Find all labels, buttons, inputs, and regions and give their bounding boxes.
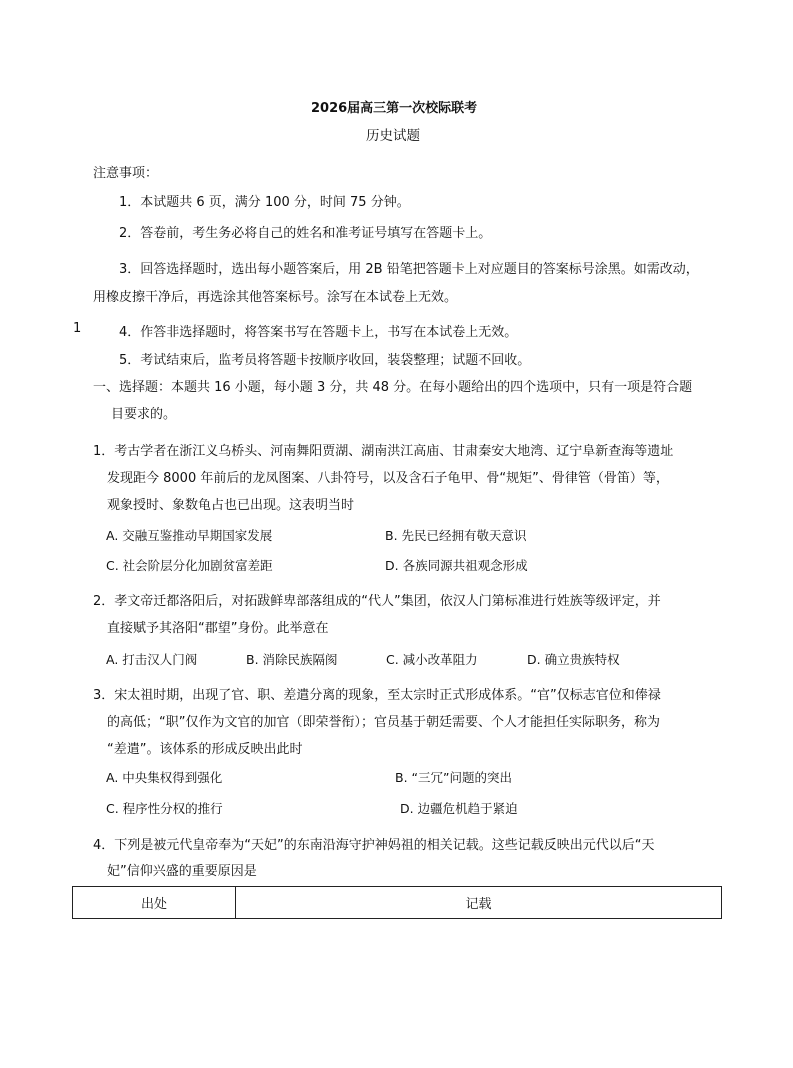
section-heading-line-1: 一、选择题：本题共 16 小题，每小题 3 分，共 48 分。在每小题给出的四个选项中，只有一项是符合题 [93, 380, 693, 395]
notice-item-2: 2．答卷前，考生务必将自己的姓名和准考证号填写在答题卡上。 [119, 226, 492, 241]
question-1-option-c: C. 社会阶层分化加剧贫富差距 [106, 558, 273, 573]
question-1-option-b: B. 先民已经拥有敬天意识 [385, 528, 527, 543]
question-1-line-1: 1．考古学者在浙江义乌桥头、河南舞阳贾湖、湖南洪江高庙、甘肃秦安大地湾、辽宁阜新查海等遗址 [93, 444, 674, 459]
margin-marker: 1 [73, 321, 82, 336]
table-header-row [73, 887, 722, 919]
question-4-line-2: 妃”信仰兴盛的重要原因是 [107, 864, 257, 879]
question-1-option-d: D. 各族同源共祖观念形成 [385, 558, 528, 573]
question-2-line-1: 2．孝文帝迁都洛阳后，对拓跋鲜卑部落组成的“代人”集团，依汉人门第标准进行姓族等级评定，并 [93, 594, 661, 609]
question-2-line-2: 直接赋予其洛阳“郡望”身份。此举意在 [107, 621, 329, 636]
question-2-option-b: B. 消除民族隔阂 [246, 652, 338, 667]
question-2-option-c: C. 减小改革阻力 [386, 652, 478, 667]
table-header-record: 记载 [236, 887, 722, 919]
question-3-option-a: A. 中央集权得到强化 [106, 770, 223, 785]
notice-item-4: 4．作答非选择题时，将答案书写在答题卡上，书写在本试卷上无效。 [119, 325, 518, 340]
question-3-line-3: “差遣”。该体系的形成反映出此时 [107, 742, 303, 757]
question-1-line-2: 发现距今 8000 年前后的龙凤图案、八卦符号，以及含石子龟甲、骨“规矩”、骨律管（骨笛）等， [107, 471, 669, 486]
question-3-option-b: B. “三冗”问题的突出 [395, 770, 512, 785]
table-header-source: 出处 [73, 887, 236, 919]
question-4-line-1: 4．下列是被元代皇帝奉为“天妃”的东南沿海守护神妈祖的相关记载。这些记载反映出元代以后“天 [93, 838, 655, 853]
notice-item-3-line-2: 用橡皮擦干净后，再选涂其他答案标号。涂写在本试卷上无效。 [93, 290, 458, 305]
question-3-option-d: D. 边疆危机趋于紧迫 [400, 801, 518, 816]
exam-subject: 历史试题 [366, 128, 420, 144]
exam-title: 2026届高三第一次校际联考 [311, 101, 478, 116]
question-3-option-c: C. 程序性分权的推行 [106, 801, 223, 816]
question-2-option-a: A. 打击汉人门阀 [106, 652, 198, 667]
records-table [72, 886, 722, 919]
section-heading-line-2: 目要求的。 [111, 407, 177, 422]
notice-item-1: 1．本试题共 6 页，满分 100 分，时间 75 分钟。 [119, 195, 410, 210]
question-1-option-a: A. 交融互鉴推动早期国家发展 [106, 528, 273, 543]
question-2-option-d: D. 确立贵族特权 [527, 652, 620, 667]
notice-item-5: 5．考试结束后，监考员将答题卡按顺序收回，装袋整理；试题不回收。 [119, 353, 531, 368]
notice-heading: 注意事项： [93, 166, 159, 181]
notice-item-3-line-1: 3．回答选择题时，选出每小题答案后，用 2B 铅笔把答题卡上对应题目的答案标号涂黑。如需改动， [119, 262, 699, 277]
question-3-line-1: 3．宋太祖时期，出现了官、职、差遣分离的现象，至太宗时正式形成体系。“官”仅标志官位和俸禄 [93, 688, 661, 703]
question-3-line-2: 的高低；“职”仅作为文官的加官（即荣誉衔）；官员基于朝廷需要、个人才能担任实际职务，称为 [107, 715, 660, 730]
question-1-line-3: 观象授时、象数龟占也已出现。这表明当时 [107, 498, 355, 513]
